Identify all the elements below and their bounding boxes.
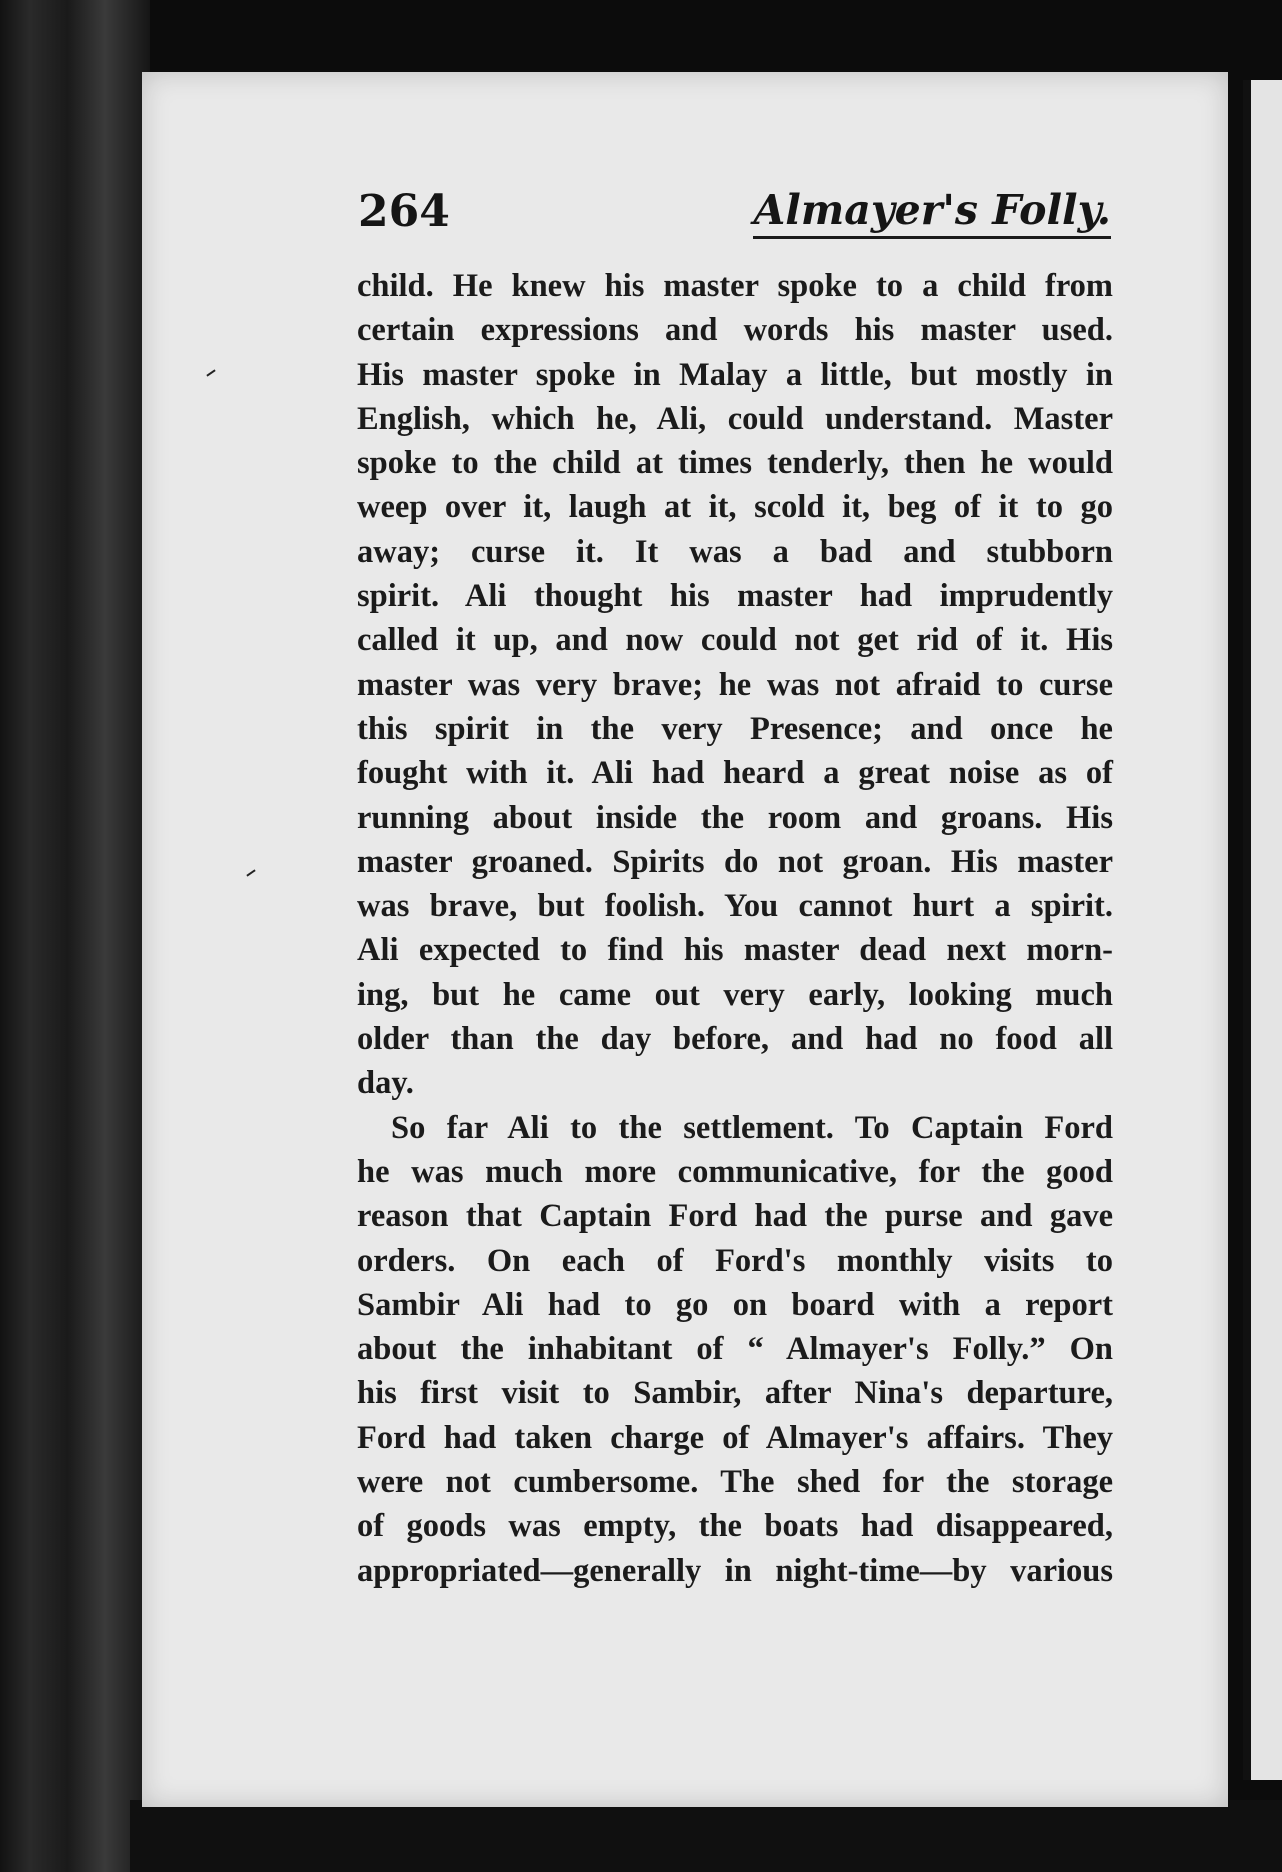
text-line: master was very brave; he was not afraid to curse	[357, 666, 1113, 703]
text-line: older than the day before, and had no food all	[357, 1021, 1113, 1058]
facing-page-edge	[1243, 80, 1282, 1780]
body-text	[357, 264, 1113, 1593]
text-line: were not cumbersome. The shed for the storage	[357, 1464, 1113, 1501]
page-number: 264	[358, 186, 450, 237]
text-line: certain expressions and words his master used.	[357, 312, 1113, 349]
text-line: reason that Captain Ford had the purse and gave	[357, 1198, 1113, 1235]
text-line: child. He knew his master spoke to a child from	[357, 268, 1113, 304]
text-line: Sambir Ali had to go on board with a report	[357, 1286, 1113, 1323]
text-line: So far Ali to the settlement. To Captain Ford	[391, 1109, 1113, 1146]
text-line: this spirit in the very Presence; and once he	[357, 710, 1113, 747]
text-line: Ali expected to find his master dead next morn-	[357, 932, 1113, 969]
text-line: spirit. Ali thought his master had imprudently	[357, 578, 1113, 615]
scan-bottom-border	[130, 1800, 1282, 1872]
text-line: fought with it. Ali had heard a great noise as of	[357, 755, 1113, 792]
text-line: called it up, and now could not get rid of it. His	[357, 622, 1113, 659]
text-line: spoke to the child at times tenderly, then he would	[357, 445, 1113, 482]
page-header	[358, 186, 1111, 256]
text-line: day.	[357, 1065, 414, 1102]
text-line: weep over it, laugh at it, scold it, beg of it to go	[357, 489, 1113, 526]
running-title: Almayer's Folly.	[753, 186, 1111, 239]
text-line: Ford had taken charge of Almayer's affairs. They	[357, 1419, 1113, 1456]
paragraph-1	[357, 264, 1113, 1106]
text-line: about the inhabitant of “ Almayer's Folly.” On	[357, 1331, 1113, 1368]
text-line: his first visit to Sambir, after Nina's departure,	[357, 1375, 1113, 1412]
text-line: ing, but he came out very early, looking much	[357, 976, 1113, 1013]
text-line: His master spoke in Malay a little, but mostly in	[357, 356, 1113, 393]
text-line: appropriated—generally in night-time—by various	[357, 1552, 1113, 1589]
text-line: master groaned. Spirits do not groan. His master	[357, 843, 1113, 880]
text-line: of goods was empty, the boats had disappeared,	[357, 1508, 1113, 1545]
text-line: was brave, but foolish. You cannot hurt a spirit.	[357, 888, 1113, 925]
book-spine-edge	[0, 0, 150, 1872]
text-line: orders. On each of Ford's monthly visits to	[357, 1242, 1113, 1279]
text-line: he was much more communicative, for the good	[357, 1153, 1113, 1190]
text-line: English, which he, Ali, could understand. Master	[357, 400, 1113, 437]
text-line: away; curse it. It was a bad and stubborn	[357, 533, 1113, 570]
text-line: running about inside the room and groans. His	[357, 799, 1113, 836]
paragraph-2	[357, 1106, 1113, 1593]
